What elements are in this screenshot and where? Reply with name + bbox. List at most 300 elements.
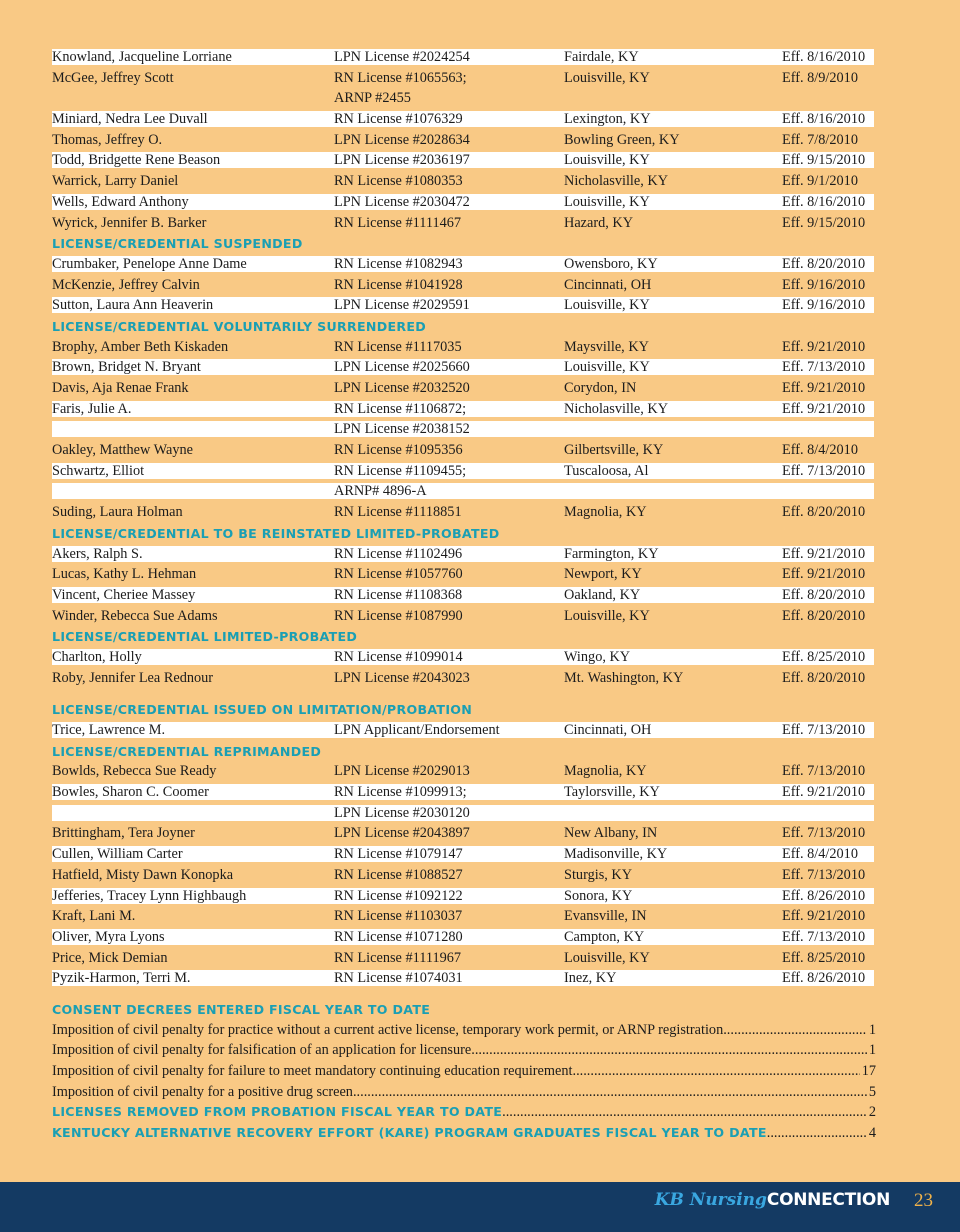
cell-license	[334, 419, 470, 440]
cell-license-text: RN License #1108368	[334, 586, 463, 603]
table-row	[52, 844, 876, 865]
cell-location	[564, 295, 650, 316]
table-row	[52, 803, 876, 824]
cell-name	[52, 337, 228, 358]
cell-location-text: Bowling Green, KY	[564, 131, 680, 148]
cell-effective-date-text: Eff. 8/20/2010	[782, 669, 866, 686]
cell-location	[564, 585, 640, 606]
section-heading: LICENSE/CREDENTIAL REPRIMANDED	[52, 743, 322, 759]
cell-effective-date-text: Eff. 8/16/2010	[782, 193, 866, 210]
cell-location	[564, 378, 636, 399]
cell-license-text: RN License #1106872;	[334, 400, 467, 417]
cell-license-text: LPN License #2029013	[334, 763, 470, 780]
cell-license-text: RN License #1071280	[334, 928, 463, 945]
cell-location	[564, 886, 632, 907]
cell-effective-date-text: Eff. 9/21/2010	[782, 545, 866, 562]
cell-name	[52, 844, 183, 865]
cell-location	[564, 254, 658, 275]
cell-name-text: Wells, Edward Anthony	[52, 193, 189, 210]
cell-license	[334, 109, 463, 130]
cell-effective-date	[782, 544, 865, 565]
cell-effective-date	[782, 130, 858, 151]
consent-item-count: 1	[868, 1042, 876, 1059]
cell-name-text: Vincent, Cheriee Massey	[52, 586, 196, 603]
cell-name	[52, 461, 144, 482]
cell-location	[564, 275, 651, 296]
table-row	[52, 968, 876, 989]
cell-location-text: Evansville, IN	[564, 908, 647, 925]
cell-license-text: RN License #1074031	[334, 970, 463, 987]
section-gap	[52, 688, 876, 699]
cell-effective-date-text: Eff. 9/15/2010	[782, 152, 866, 169]
consent-item	[52, 1020, 876, 1041]
cell-effective-date	[782, 68, 858, 89]
dot-leader	[471, 1040, 867, 1061]
cell-name	[52, 585, 195, 606]
cell-name-text: Akers, Ralph S.	[52, 545, 143, 562]
cell-effective-date-text: Eff. 7/13/2010	[782, 359, 866, 376]
cell-license	[334, 68, 467, 89]
cell-license-text: LPN License #2036197	[334, 152, 470, 169]
table-row	[52, 192, 876, 213]
cell-location	[564, 865, 632, 886]
table-row	[52, 948, 876, 969]
cell-location	[564, 720, 651, 741]
cell-name-text: Davis, Aja Renae Frank	[52, 380, 189, 396]
cell-name-text: Oakley, Matthew Wayne	[52, 442, 193, 459]
cell-location	[564, 130, 680, 151]
table-row	[52, 337, 876, 358]
cell-effective-date-text: Eff. 9/21/2010	[782, 380, 866, 396]
cell-effective-date-text: Eff. 7/13/2010	[782, 763, 866, 780]
cell-location	[564, 927, 644, 948]
cell-license	[334, 927, 463, 948]
table-row	[52, 399, 876, 420]
cell-license-text: LPN License #2024254	[334, 49, 470, 65]
cell-license-text: LPN License #2025660	[334, 359, 470, 376]
cell-name-text: Brittingham, Tera Joyner	[52, 825, 195, 842]
cell-name	[52, 606, 218, 627]
cell-name-text: Charlton, Holly	[52, 648, 142, 665]
consent-item-label: Imposition of civil penalty for practice without a current active license, temporary work permit, or ARNP registration	[52, 1021, 724, 1038]
cell-name	[52, 544, 143, 565]
cell-location-text: Lexington, KY	[564, 111, 651, 128]
cell-name	[52, 948, 168, 969]
cell-location	[564, 782, 660, 803]
cell-name	[52, 968, 191, 989]
cell-license	[334, 906, 462, 927]
table-row	[52, 720, 876, 741]
total-item	[52, 1123, 876, 1144]
section-heading: LICENSE/CREDENTIAL LIMITED-PROBATED	[52, 629, 358, 645]
cell-effective-date	[782, 254, 865, 275]
cell-location-text: Louisville, KY	[564, 949, 650, 966]
cell-location	[564, 544, 659, 565]
cell-effective-date-text: Eff. 7/13/2010	[782, 928, 866, 945]
cell-license	[334, 378, 470, 399]
table-row	[52, 668, 876, 689]
cell-effective-date	[782, 606, 865, 627]
cell-effective-date-text: Eff. 8/4/2010	[782, 846, 858, 863]
dot-leader	[573, 1061, 860, 1082]
cell-effective-date-text: Eff. 7/8/2010	[782, 131, 858, 148]
cell-name	[52, 906, 135, 927]
cell-effective-date	[782, 865, 865, 886]
cell-name	[52, 171, 178, 192]
cell-license	[334, 720, 500, 741]
cell-location	[564, 150, 650, 171]
discipline-list	[52, 47, 876, 1144]
cell-location-text: Sturgis, KY	[564, 866, 633, 883]
table-row	[52, 47, 876, 68]
cell-name-text: Oliver, Myra Lyons	[52, 928, 165, 945]
cell-location-text: Wingo, KY	[564, 648, 631, 665]
cell-license	[334, 481, 427, 502]
cell-license-text: RN License #1109455;	[334, 462, 467, 479]
page-number: 23	[914, 1190, 933, 1211]
table-row	[52, 823, 876, 844]
cell-effective-date-text: Eff. 7/13/2010	[782, 722, 866, 738]
table-row	[52, 544, 876, 565]
cell-license	[334, 88, 411, 109]
table-row	[52, 782, 876, 803]
cell-name	[52, 564, 196, 585]
cell-effective-date	[782, 399, 865, 420]
cell-effective-date	[782, 906, 865, 927]
cell-location-text: Maysville, KY	[564, 338, 649, 355]
table-row	[52, 865, 876, 886]
cell-license-text: RN License #1079147	[334, 846, 463, 863]
cell-location-text: Louisville, KY	[564, 69, 650, 86]
total-item-label: LICENSES REMOVED FROM PROBATION FISCAL YEAR TO DATE	[52, 1104, 503, 1120]
cell-effective-date	[782, 761, 865, 782]
cell-location	[564, 440, 663, 461]
cell-effective-date-text: Eff. 8/9/2010	[782, 69, 858, 86]
cell-license	[334, 275, 463, 296]
cell-name-text: Todd, Bridgette Rene Beason	[52, 152, 221, 169]
cell-location-text: Louisville, KY	[564, 297, 650, 314]
cell-effective-date-text: Eff. 9/21/2010	[782, 566, 866, 583]
cell-effective-date-text: Eff. 9/21/2010	[782, 400, 866, 417]
cell-location-text: Nicholasville, KY	[564, 400, 669, 417]
section-heading: LICENSE/CREDENTIAL SUSPENDED	[52, 236, 303, 252]
cell-license-text: ARNP# 4896-A	[334, 483, 427, 500]
consent-item-count: 5	[868, 1083, 876, 1100]
cell-effective-date	[782, 213, 865, 234]
cell-location	[564, 47, 639, 68]
cell-location-text: Cincinnati, OH	[564, 722, 652, 738]
table-row	[52, 109, 876, 130]
cell-license-text: RN License #1080353	[334, 173, 463, 190]
cell-location-text: Fairdale, KY	[564, 49, 639, 65]
cell-name-text: Warrick, Larry Daniel	[52, 173, 179, 190]
cell-license-text: RN License #1065563;	[334, 69, 467, 86]
cell-name	[52, 150, 220, 171]
cell-location-text: Campton, KY	[564, 928, 645, 945]
cell-location-text: Oakland, KY	[564, 586, 641, 603]
consent-item-label: Imposition of civil penalty for a positive drug screen	[52, 1083, 353, 1100]
cell-effective-date	[782, 844, 858, 865]
cell-license-text: RN License #1111467	[334, 214, 462, 231]
cell-effective-date	[782, 378, 865, 399]
cell-location-text: Corydon, IN	[564, 380, 637, 396]
cell-location-text: Magnolia, KY	[564, 504, 647, 521]
cell-location-text: Magnolia, KY	[564, 763, 647, 780]
table-row	[52, 585, 876, 606]
cell-location	[564, 461, 648, 482]
cell-name	[52, 213, 206, 234]
cell-name-text: McKenzie, Jeffrey Calvin	[52, 276, 200, 293]
cell-location-text: Nicholasville, KY	[564, 173, 669, 190]
cell-license-text: LPN License #2028634	[334, 131, 470, 148]
cell-name	[52, 275, 200, 296]
cell-license	[334, 150, 470, 171]
cell-license	[334, 968, 463, 989]
cell-location-text: Louisville, KY	[564, 152, 650, 169]
brand-bold: CONNECTION	[766, 1190, 890, 1210]
section-heading: LICENSE/CREDENTIAL VOLUNTARILY SURRENDERED	[52, 318, 427, 334]
cell-license	[334, 761, 470, 782]
footer-bar	[0, 1182, 960, 1232]
cell-location	[564, 109, 651, 130]
table-row	[52, 440, 876, 461]
cell-license	[334, 782, 467, 803]
cell-license-text: LPN License #2038152	[334, 421, 470, 438]
cell-license	[334, 544, 462, 565]
cell-location-text: Mt. Washington, KY	[564, 669, 684, 686]
cell-name-text: Lucas, Kathy L. Hehman	[52, 566, 197, 583]
row-highlight	[52, 649, 874, 665]
cell-effective-date-text: Eff. 8/25/2010	[782, 648, 866, 665]
cell-name	[52, 378, 189, 399]
cell-location	[564, 968, 616, 989]
table-row	[52, 564, 876, 585]
cell-effective-date	[782, 823, 865, 844]
cell-name-text: Price, Mick Demian	[52, 949, 168, 966]
cell-location	[564, 647, 630, 668]
cell-effective-date-text: Eff. 9/16/2010	[782, 297, 866, 314]
table-row	[52, 68, 876, 89]
cell-location-text: Newport, KY	[564, 566, 642, 583]
cell-location	[564, 564, 642, 585]
cell-effective-date	[782, 337, 865, 358]
cell-effective-date	[782, 564, 865, 585]
cell-name	[52, 357, 201, 378]
cell-effective-date	[782, 886, 865, 907]
table-row	[52, 295, 876, 316]
cell-license	[334, 886, 463, 907]
cell-name-text: Pyzik-Harmon, Terri M.	[52, 970, 191, 987]
cell-name	[52, 668, 213, 689]
cell-location	[564, 948, 650, 969]
cell-effective-date-text: Eff. 9/21/2010	[782, 338, 866, 355]
cell-effective-date-text: Eff. 9/16/2010	[782, 276, 866, 293]
cell-location-text: New Albany, IN	[564, 825, 658, 842]
cell-name	[52, 47, 232, 68]
cell-effective-date	[782, 440, 858, 461]
cell-name-text: Bowlds, Rebecca Sue Ready	[52, 763, 217, 780]
cell-location-text: Sonora, KY	[564, 887, 633, 904]
cell-name-text: Cullen, William Carter	[52, 846, 183, 863]
consent-item	[52, 1061, 876, 1082]
cell-effective-date-text: Eff. 9/21/2010	[782, 908, 866, 925]
consent-item-label: Imposition of civil penalty for falsification of an application for licensure	[52, 1042, 472, 1059]
consent-item-count: 1	[868, 1021, 876, 1038]
cell-effective-date	[782, 461, 865, 482]
cell-effective-date-text: Eff. 9/1/2010	[782, 173, 858, 190]
consent-item-label: Imposition of civil penalty for failure to meet mandatory continuing education requirement	[52, 1063, 573, 1079]
cell-license-text: RN License #1111967	[334, 949, 462, 966]
dot-leader	[723, 1020, 867, 1041]
cell-name-text: Bowles, Sharon C. Coomer	[52, 784, 209, 801]
section-heading: LICENSE/CREDENTIAL TO BE REINSTATED LIMITED-PROBATED	[52, 525, 500, 541]
brand-italic: KB Nursing	[654, 1190, 767, 1210]
cell-license-text: LPN License #2043897	[334, 825, 470, 842]
cell-license	[334, 585, 462, 606]
cell-name	[52, 295, 213, 316]
brand-logo	[655, 1190, 890, 1210]
cell-location	[564, 68, 650, 89]
cell-location-text: Louisville, KY	[564, 607, 650, 624]
consent-item	[52, 1040, 876, 1061]
cell-effective-date	[782, 968, 865, 989]
cell-location-text: Owensboro, KY	[564, 255, 658, 272]
cell-license	[334, 865, 463, 886]
cell-license	[334, 564, 463, 585]
cell-license	[334, 844, 463, 865]
cell-license-text: RN License #1041928	[334, 276, 463, 293]
cell-license	[334, 803, 470, 824]
cell-name-text: Faris, Julie A.	[52, 400, 132, 417]
cell-license	[334, 171, 463, 192]
cell-license	[334, 357, 470, 378]
cell-license-text: RN License #1103037	[334, 908, 463, 925]
cell-effective-date-text: Eff. 7/13/2010	[782, 866, 866, 883]
cell-effective-date	[782, 948, 865, 969]
cell-name	[52, 502, 183, 523]
cell-effective-date	[782, 47, 865, 68]
cell-location-text: Farmington, KY	[564, 545, 659, 562]
cell-location-text: Cincinnati, OH	[564, 276, 652, 293]
table-row	[52, 502, 876, 523]
table-row	[52, 275, 876, 296]
consent-heading: CONSENT DECREES ENTERED FISCAL YEAR TO DATE	[52, 1001, 431, 1017]
cell-license	[334, 502, 462, 523]
consent-item-count: 17	[861, 1063, 876, 1079]
table-row	[52, 150, 876, 171]
dot-leader	[353, 1082, 867, 1103]
dot-leader	[767, 1123, 867, 1144]
table-row	[52, 254, 876, 275]
cell-license	[334, 337, 462, 358]
cell-license-text: RN License #1095356	[334, 442, 463, 459]
cell-license-text: LPN License #2032520	[334, 380, 470, 396]
cell-name	[52, 109, 208, 130]
cell-location	[564, 171, 668, 192]
consent-item	[52, 1082, 876, 1103]
cell-name-text: Schwartz, Elliot	[52, 462, 145, 479]
cell-license	[334, 606, 463, 627]
cell-effective-date	[782, 647, 865, 668]
cell-effective-date-text: Eff. 8/20/2010	[782, 504, 866, 521]
dot-leader	[502, 1102, 867, 1123]
cell-name-text: Crumbaker, Penelope Anne Dame	[52, 255, 247, 272]
table-row	[52, 906, 876, 927]
total-item-count: 4	[868, 1125, 876, 1142]
cell-name-text: Trice, Lawrence M.	[52, 722, 166, 738]
cell-location-text: Louisville, KY	[564, 193, 650, 210]
row-highlight	[52, 546, 874, 562]
cell-license-text: RN License #1118851	[334, 504, 462, 521]
cell-license-text: LPN License #2029591	[334, 297, 470, 314]
cell-license-text: LPN License #2043023	[334, 669, 470, 686]
cell-license	[334, 948, 461, 969]
cell-license-text: RN License #1117035	[334, 338, 462, 355]
cell-name-text: Sutton, Laura Ann Heaverin	[52, 297, 214, 314]
cell-effective-date	[782, 357, 865, 378]
cell-effective-date	[782, 502, 865, 523]
cell-license-text: RN License #1087990	[334, 607, 463, 624]
cell-location	[564, 192, 650, 213]
cell-license-text: RN License #1088527	[334, 866, 463, 883]
cell-name-text: Knowland, Jacqueline Lorriane	[52, 49, 232, 65]
cell-name-text: Miniard, Nedra Lee Duvall	[52, 111, 208, 128]
cell-license-text: RN License #1057760	[334, 566, 463, 583]
cell-license	[334, 399, 466, 420]
cell-license	[334, 192, 470, 213]
cell-effective-date	[782, 150, 865, 171]
cell-location	[564, 761, 647, 782]
cell-name-text: Brophy, Amber Beth Kiskaden	[52, 338, 229, 355]
cell-effective-date	[782, 720, 865, 741]
cell-effective-date-text: Eff. 8/16/2010	[782, 111, 866, 128]
table-row	[52, 357, 876, 378]
section-gap	[52, 989, 876, 999]
table-row	[52, 171, 876, 192]
cell-location-text: Louisville, KY	[564, 359, 650, 376]
cell-name	[52, 720, 165, 741]
cell-license	[334, 461, 466, 482]
cell-name-text: Brown, Bridget N. Bryant	[52, 359, 201, 376]
cell-name	[52, 254, 247, 275]
cell-effective-date-text: Eff. 7/13/2010	[782, 825, 866, 842]
cell-name	[52, 192, 189, 213]
cell-license-text: LPN Applicant/Endorsement	[334, 722, 500, 738]
table-row	[52, 88, 876, 109]
table-row	[52, 378, 876, 399]
cell-location-text: Inez, KY	[564, 970, 617, 987]
cell-effective-date	[782, 585, 865, 606]
row-highlight	[52, 929, 874, 945]
cell-location	[564, 906, 647, 927]
cell-location	[564, 844, 667, 865]
table-row	[52, 130, 876, 151]
cell-location-text: Hazard, KY	[564, 214, 634, 231]
total-item-count: 2	[868, 1104, 876, 1121]
cell-license	[334, 295, 470, 316]
cell-license	[334, 440, 463, 461]
cell-name	[52, 782, 209, 803]
cell-effective-date	[782, 668, 865, 689]
section-heading: LICENSE/CREDENTIAL ISSUED ON LIMITATION/PROBATION	[52, 702, 473, 718]
cell-name	[52, 440, 193, 461]
cell-name	[52, 865, 233, 886]
cell-license-text: LPN License #2030472	[334, 193, 470, 210]
total-item-label: KENTUCKY ALTERNATIVE RECOVERY EFFORT (KARE) PROGRAM GRADUATES FISCAL YEAR TO DATE	[52, 1125, 767, 1141]
cell-effective-date	[782, 782, 865, 803]
cell-location	[564, 399, 668, 420]
cell-effective-date	[782, 295, 865, 316]
